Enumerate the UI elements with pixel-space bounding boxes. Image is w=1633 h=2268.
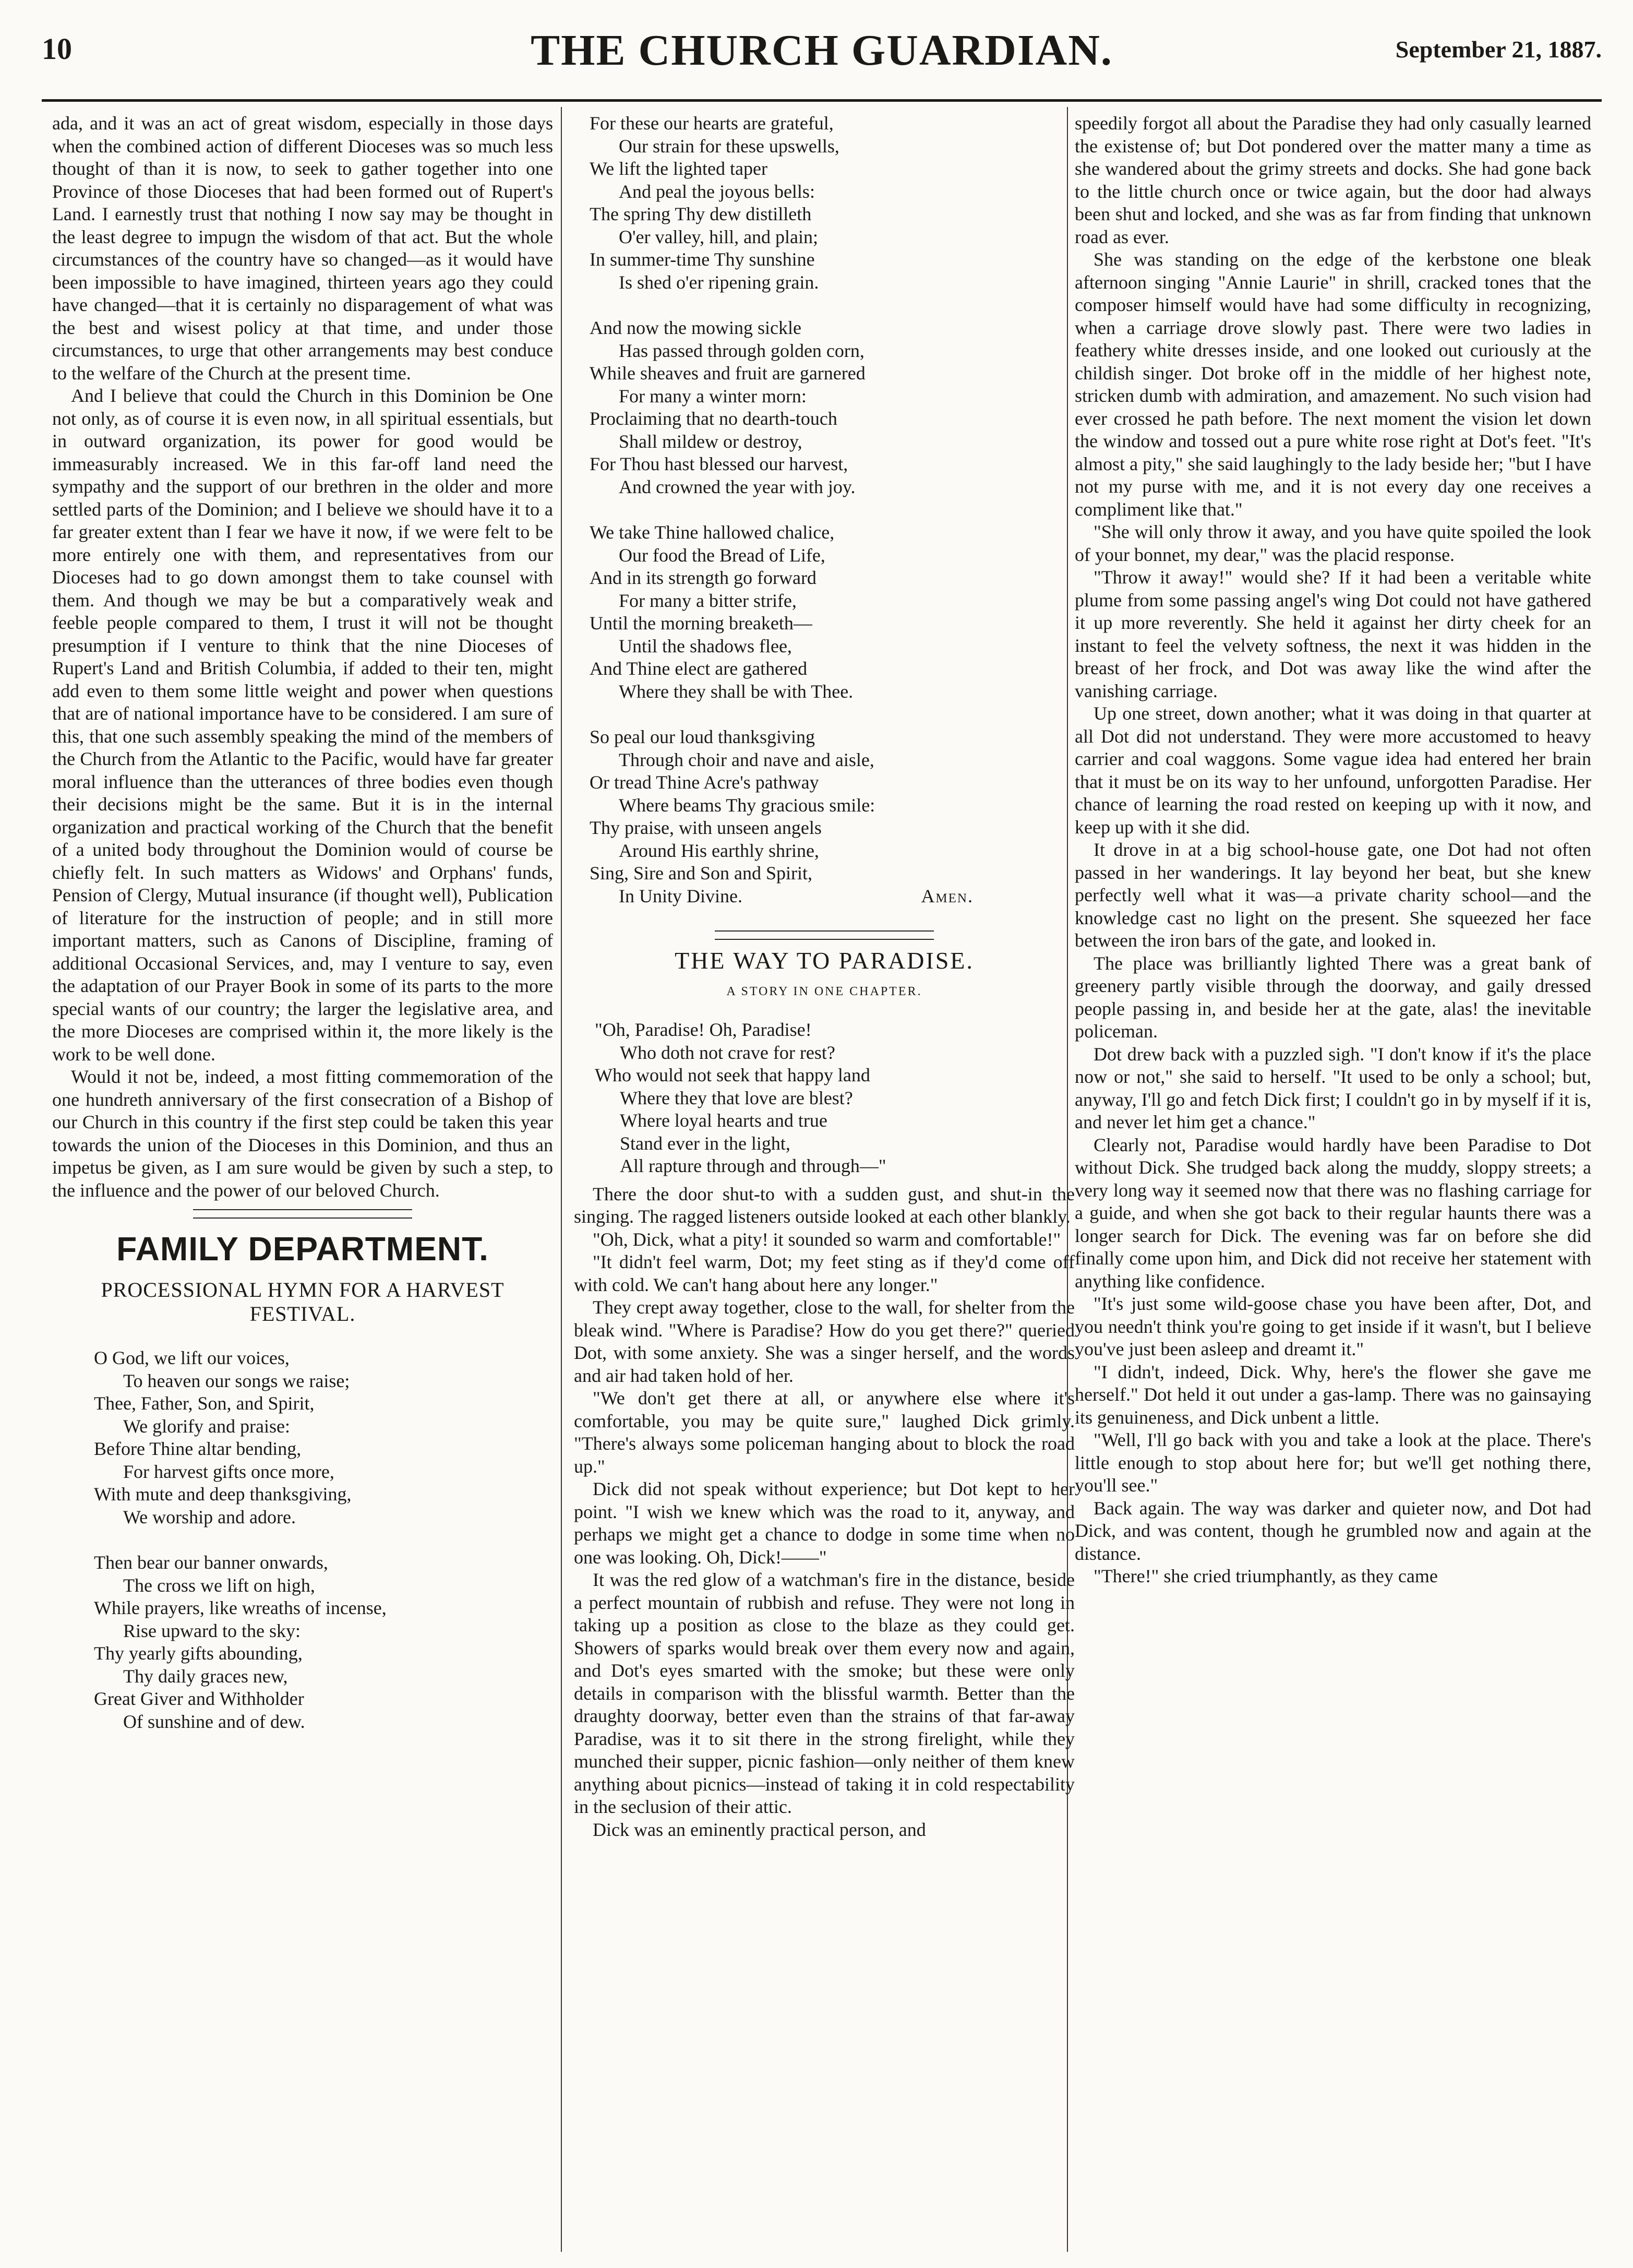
hymn-line: Where they shall be with Thee. <box>619 681 854 702</box>
verse-line: Stand ever in the light, <box>620 1132 790 1154</box>
story-paragraph: Up one street, down another; what it was doing in that quarter at all Dot did not understand. They were more accustomed to heavy carrier and coal waggons. Some vague idea had entered her brain that it must be on its way to her unfound, unforgotten Paradise. Her chance of learning the road rested on keeping up with it now, and keep up with it she did. <box>1075 703 1591 838</box>
story-subtitle: A STORY IN ONE CHAPTER. <box>726 984 922 998</box>
verse-line: All rapture through and through—" <box>620 1155 886 1176</box>
hymn-line: O'er valley, hill, and plain; <box>619 226 819 247</box>
story-paragraph: "She will only throw it away, and you have quite spoiled the look of your bonnet, my dear," was the placid response. <box>1075 521 1591 565</box>
story-paragraph: She was standing on the edge of the kerbstone one bleak afternoon singing "Annie Laurie" in shrill, cracked tones that the composer himself would have had some difficulty in recognizing, when a carriage drove slowly past. There were two ladies in feathery white dresses inside, and one looked out curiously at the childish singer. Dot broke off in the middle of her highest note, stricken dumb with admiration, and amazement. No such vision had ever crossed he path before. The next moment the vision let down the window and tossed out a pure white rose right at Dot's feet. "It's almost a pity," she said laughingly to the lady beside her; "but I have not my purse with me, and it is not every day one receives a compliment like that." <box>1075 249 1591 520</box>
verse-line: Where they that love are blest? <box>620 1087 853 1108</box>
hymn-line: For many a winter morn: <box>619 385 807 407</box>
story-verse <box>595 1019 1075 1178</box>
story-paragraph: "There!" she cried triumphantly, as they came <box>1094 1566 1438 1586</box>
hymn-line: Thy yearly gifts abounding, <box>94 1643 303 1664</box>
verse-line: "Oh, Paradise! Oh, Paradise! <box>595 1019 812 1040</box>
section-separator <box>193 1209 412 1219</box>
hymn-line: Shall mildew or destroy, <box>619 431 802 452</box>
verse-line: Who would not seek that happy land <box>595 1065 870 1085</box>
hymn-line: Great Giver and Withholder <box>94 1688 304 1709</box>
story-paragraph: Dick did not speak without experience; but Dot kept to her point. "I wish we knew which was the road to it, anyway, and perhaps we might get a chance to dodge in some time when no one was looking. Oh, Dick!——" <box>574 1478 1075 1568</box>
hymn-line: Then bear our banner onwards, <box>94 1552 328 1573</box>
story-paragraph: "We don't get there at all, or anywhere else where it's comfortable, you may be quite sure," laughed Dick grimly. "There's always some policeman hanging about to block the road up." <box>574 1388 1075 1477</box>
story-title: THE WAY TO PARADISE. <box>675 947 974 974</box>
hymn-line: Or tread Thine Acre's pathway <box>590 772 819 793</box>
hymn-line: To heaven our songs we raise; <box>123 1370 350 1391</box>
story-paragraph: Dot drew back with a puzzled sigh. "I don't know if it's the place now or not," she said to herself. "It used to be only a school; but, anyway, I'll go and fetch Dick first; I couldn't go in by myself if it is, and never let him get a chance." <box>1075 1043 1591 1132</box>
hymn-line: In summer-time Thy sunshine <box>590 249 815 270</box>
section-separator <box>715 930 934 940</box>
page-number: 10 <box>42 32 72 66</box>
hymn-line: So peal our loud thanksgiving <box>590 726 815 747</box>
column-divider <box>561 107 562 2252</box>
right-column <box>1075 112 1591 2252</box>
story-paragraph: It drove in at a big school-house gate, one Dot had not often passed in her wanderings. It lay beyond her beat, but she knew perfectly well what it was—a private charity school—and the knowledge cast no light on the present. She squeezed her face between the iron bars of the gate, and looked in. <box>1075 839 1591 951</box>
story-paragraph: Back again. The way was darker and quieter now, and Dot had Dick, and was content, though he grumbled now and again at the distance. <box>1075 1497 1591 1564</box>
hymn-line: Thee, Father, Son, and Spirit, <box>94 1393 315 1414</box>
hymn-line: Where beams Thy gracious smile: <box>619 794 875 816</box>
article-paragraph: ada, and it was an act of great wisdom, especially in those days when the combined action of different Dioceses was so much less thought of than it is now, to seek to gather together into one Province of those Dioceses that had been formed out of Rupert's Land. I earnestly trust that nothing I now say may be thought in the least degree to impugn the wisdom of that act. But the whole circumstances of the country have so changed—as it would have been impossible to have imagined, thirteen years ago they could have changed—that it is certainly no disparagement of what was the best and wisest policy at that time, and under those circumstances, to urge that other arrangements may best conduce to the welfare of the Church at the present time. <box>52 113 553 384</box>
amen-text: Amen. <box>921 885 974 906</box>
story-paragraph: "I didn't, indeed, Dick. Why, here's the flower she gave me herself." Dot held it out under a gas-lamp. There was no gainsaying its genuineness, and Dick unbent a little. <box>1075 1361 1591 1428</box>
hymn-line: Around His earthly shrine, <box>619 840 819 861</box>
story-paragraph: Clearly not, Paradise would hardly have been Paradise to Dot without Dick. She trudged back along the muddy, sloppy streets; a very long way it seemed now that there was no flashing carriage for a guide, and when she got back to their regular haunts there was a longer search for Dick. The evening was far on before she did finally come upon him, and Dick did not receive her statement with anything like confidence. <box>1075 1134 1591 1292</box>
hymn-stanza <box>94 1347 553 1529</box>
hymn-line: While prayers, like wreaths of incense, <box>94 1597 387 1618</box>
hymn-line: Rise upward to the sky: <box>123 1620 301 1641</box>
hymn-line: And now the mowing sickle <box>590 317 801 338</box>
story-paragraph: "It's just some wild-goose chase you have been after, Dot, and you needn't think you're going to get inside if it wasn't, but I believe you've just been asleep and dreamt it." <box>1075 1293 1591 1359</box>
hymn-line: While sheaves and fruit are garnered <box>590 363 866 384</box>
hymn-line: And crowned the year with joy. <box>619 476 856 497</box>
hymn-line: Before Thine altar bending, <box>94 1438 302 1459</box>
issue-date: September 21, 1887. <box>1395 36 1602 63</box>
story-paragraph: Dick was an eminently practical person, and <box>593 1819 926 1840</box>
hymn-line: Sing, Sire and Son and Spirit, <box>590 863 813 884</box>
story-paragraph: "Throw it away!" would she? If it had been a veritable white plume from some passing angel's wing Dot could not have gathered it up more reverently. She held it against her dirty cheek for an instant to feel the velvety softness, the next it was hidden in the breast of her frock, and Dot was away like the wind after the vanishing carriage. <box>1075 567 1591 701</box>
hymn-line: The cross we lift on high, <box>123 1574 315 1596</box>
masthead <box>42 21 1602 102</box>
hymn-line: The spring Thy dew distilleth <box>590 204 812 224</box>
left-column <box>52 112 553 2252</box>
hymn-line: For many a bitter strife, <box>619 590 797 611</box>
story-paragraph: speedily forgot all about the Paradise they had only casually learned the existense of; but Dot pondered over the matter many a time as she wandered about the grimy streets and docks. She had gone back to the little church once or twice again, but the door had always been shut and locked, and she was as far from finding that unknown road as ever. <box>1075 113 1591 247</box>
story-paragraph: There the door shut-to with a sudden gust, and shut-in the singing. The ragged listeners outside looked at each other blankly. <box>574 1183 1075 1227</box>
hymn-line: Proclaiming that no dearth-touch <box>590 408 837 429</box>
hymn-line: Until the morning breaketh— <box>590 613 812 634</box>
hymn-line: We worship and adore. <box>123 1506 296 1527</box>
hymn-line: O God, we lift our voices, <box>94 1347 290 1368</box>
hymn-line: Until the shadows flee, <box>619 635 792 656</box>
hymn-line: And Thine elect are gathered <box>590 658 808 679</box>
hymn-line: We glorify and praise: <box>123 1415 290 1437</box>
verse-line: Who doth not crave for rest? <box>620 1042 835 1063</box>
section-heading: FAMILY DEPARTMENT. <box>116 1230 489 1268</box>
middle-column <box>574 112 1075 2252</box>
hymn-line: Through choir and nave and aisle, <box>619 749 874 770</box>
hymn-line: For these our hearts are grateful, <box>590 113 834 134</box>
hymn-stanza <box>590 317 1075 498</box>
story-paragraph: The place was brilliantly lighted There was a great bank of greenery partly visible through the doorway, and gaily dressed people passing in, and beside her at the gate, alas! the inevitable policeman. <box>1075 952 1591 1042</box>
hymn-line: In Unity Divine. <box>619 885 742 906</box>
hymn-line: Of sunshine and of dew. <box>123 1711 305 1732</box>
story-paragraph: "Well, I'll go back with you and take a look at the place. There's little enough to stop about here for; but we'll get nothing there, you'll see." <box>1075 1429 1591 1496</box>
hymn-line: Our food the Bread of Life, <box>619 544 825 566</box>
hymn-line: And peal the joyous bells: <box>619 181 815 202</box>
story-paragraph: It was the red glow of a watchman's fire in the distance, beside a perfect mountain of rubbish and refuse. They were not long in taking up a position as close to the blaze as they could get. Showers of sparks would break over them every now and again, and Dot's eyes smarted with the smoke; but these were only details in comparison with the blissful warmth. Better than the draughty doorway, better even than the strains of that far-away Paradise, was it to sit there in the strong firelight, while they munched their supper, picnic fashion—only neither of them knew anything about picnics—instead of taking it in cold respectability in the seclusion of their attic. <box>574 1569 1075 1817</box>
hymn-stanza <box>94 1551 553 1733</box>
hymn-line: For harvest gifts once more, <box>123 1461 334 1482</box>
hymn-line: Is shed o'er ripening grain. <box>619 271 819 293</box>
hymn-stanza <box>590 521 1075 703</box>
story-paragraph: They crept away together, close to the wall, for shelter from the bleak wind. "Where is Paradise? How do you get there?" queried Dot, with some anxiety. She was a singer herself, and the words and air had taken hold of her. <box>574 1297 1075 1386</box>
article-paragraph: And I believe that could the Church in this Dominion be One not only, as of course it is even now, in all spiritual essentials, but in outward organization, its power for good would be immeasurably increased. We in this far-off land need the sympathy and the support of our brethren in the older and more settled parts of the Dominion; and I believe we should have it to a far greater extent than I fear we have it now, if we were felt to be more entirely one with them, and representatives from our Dioceses had to go down amongst them to take counsel with them. And though we may be but a comparatively weak and feeble people compared to them, I trust it will not be thought presumption if I venture to think that the nine Dioceses of Rupert's Land and British Columbia, if added to their ten, might add even to them some little weight and power when questions that are of national importance have to be considered. I am sure of this, that one such assembly speaking the mind of the members of the Church from the Atlantic to the Pacific, would have far greater moral influence than the utterances of three bodies even though their decisions might be the same. But it is in the internal organization and practical working of the Church that the benefit of a united body throughout the Dominion would of course be chiefly felt. In such matters as Widows' and Orphans' funds, Pension of Clergy, Mutual insurance (if thought well), Publication of literature for the instruction of people; and in still more important matters, such as Canons of Discipline, framing of additional Occasional Services, and, may I venture to say, even the adaptation of our Prayer Book in some of its parts to the more special wants of our country; the larger the legislative area, and the more Dioceses are comprised within it, the more likely is the work to be well done. <box>52 385 553 1065</box>
hymn-stanza <box>590 112 1075 294</box>
article-paragraph: Would it not be, indeed, a most fitting commemoration of the one hundreth anniversary of the first consecration of a Bishop of our Church in this country if the first step could be taken this year towards the union of the Dioceses in this Dominion, and thus an impetus be given, as I am sure would be given by such a step, to the influence and the power of our beloved Church. <box>52 1066 553 1201</box>
story-paragraph: "Oh, Dick, what a pity! it sounded so warm and comfortable!" <box>593 1228 1061 1250</box>
hymn-line: Our strain for these upswells, <box>619 135 839 157</box>
hymn-line: We lift the lighted taper <box>590 158 767 179</box>
hymn-line: For Thou hast blessed our harvest, <box>590 453 848 474</box>
hymn-line: Has passed through golden corn, <box>619 340 864 361</box>
hymn-title: PROCESSIONAL HYMN FOR A HARVEST FESTIVAL. <box>101 1278 505 1326</box>
story-paragraph: "It didn't feel warm, Dot; my feet sting as if they'd come off with cold. We can't hang about here any longer." <box>574 1251 1075 1295</box>
verse-line: Where loyal hearts and true <box>620 1110 827 1131</box>
hymn-line: Thy daily graces new, <box>123 1665 288 1687</box>
hymn-stanza <box>590 726 1075 908</box>
newspaper-title: THE CHURCH GUARDIAN. <box>531 26 1113 75</box>
hymn-line: With mute and deep thanksgiving, <box>94 1484 352 1505</box>
hymn-line: Thy praise, with unseen angels <box>590 817 822 838</box>
hymn-amen-line <box>590 885 974 908</box>
hymn-line: We take Thine hallowed chalice, <box>590 522 835 543</box>
hymn-line: And in its strength go forward <box>590 567 816 588</box>
